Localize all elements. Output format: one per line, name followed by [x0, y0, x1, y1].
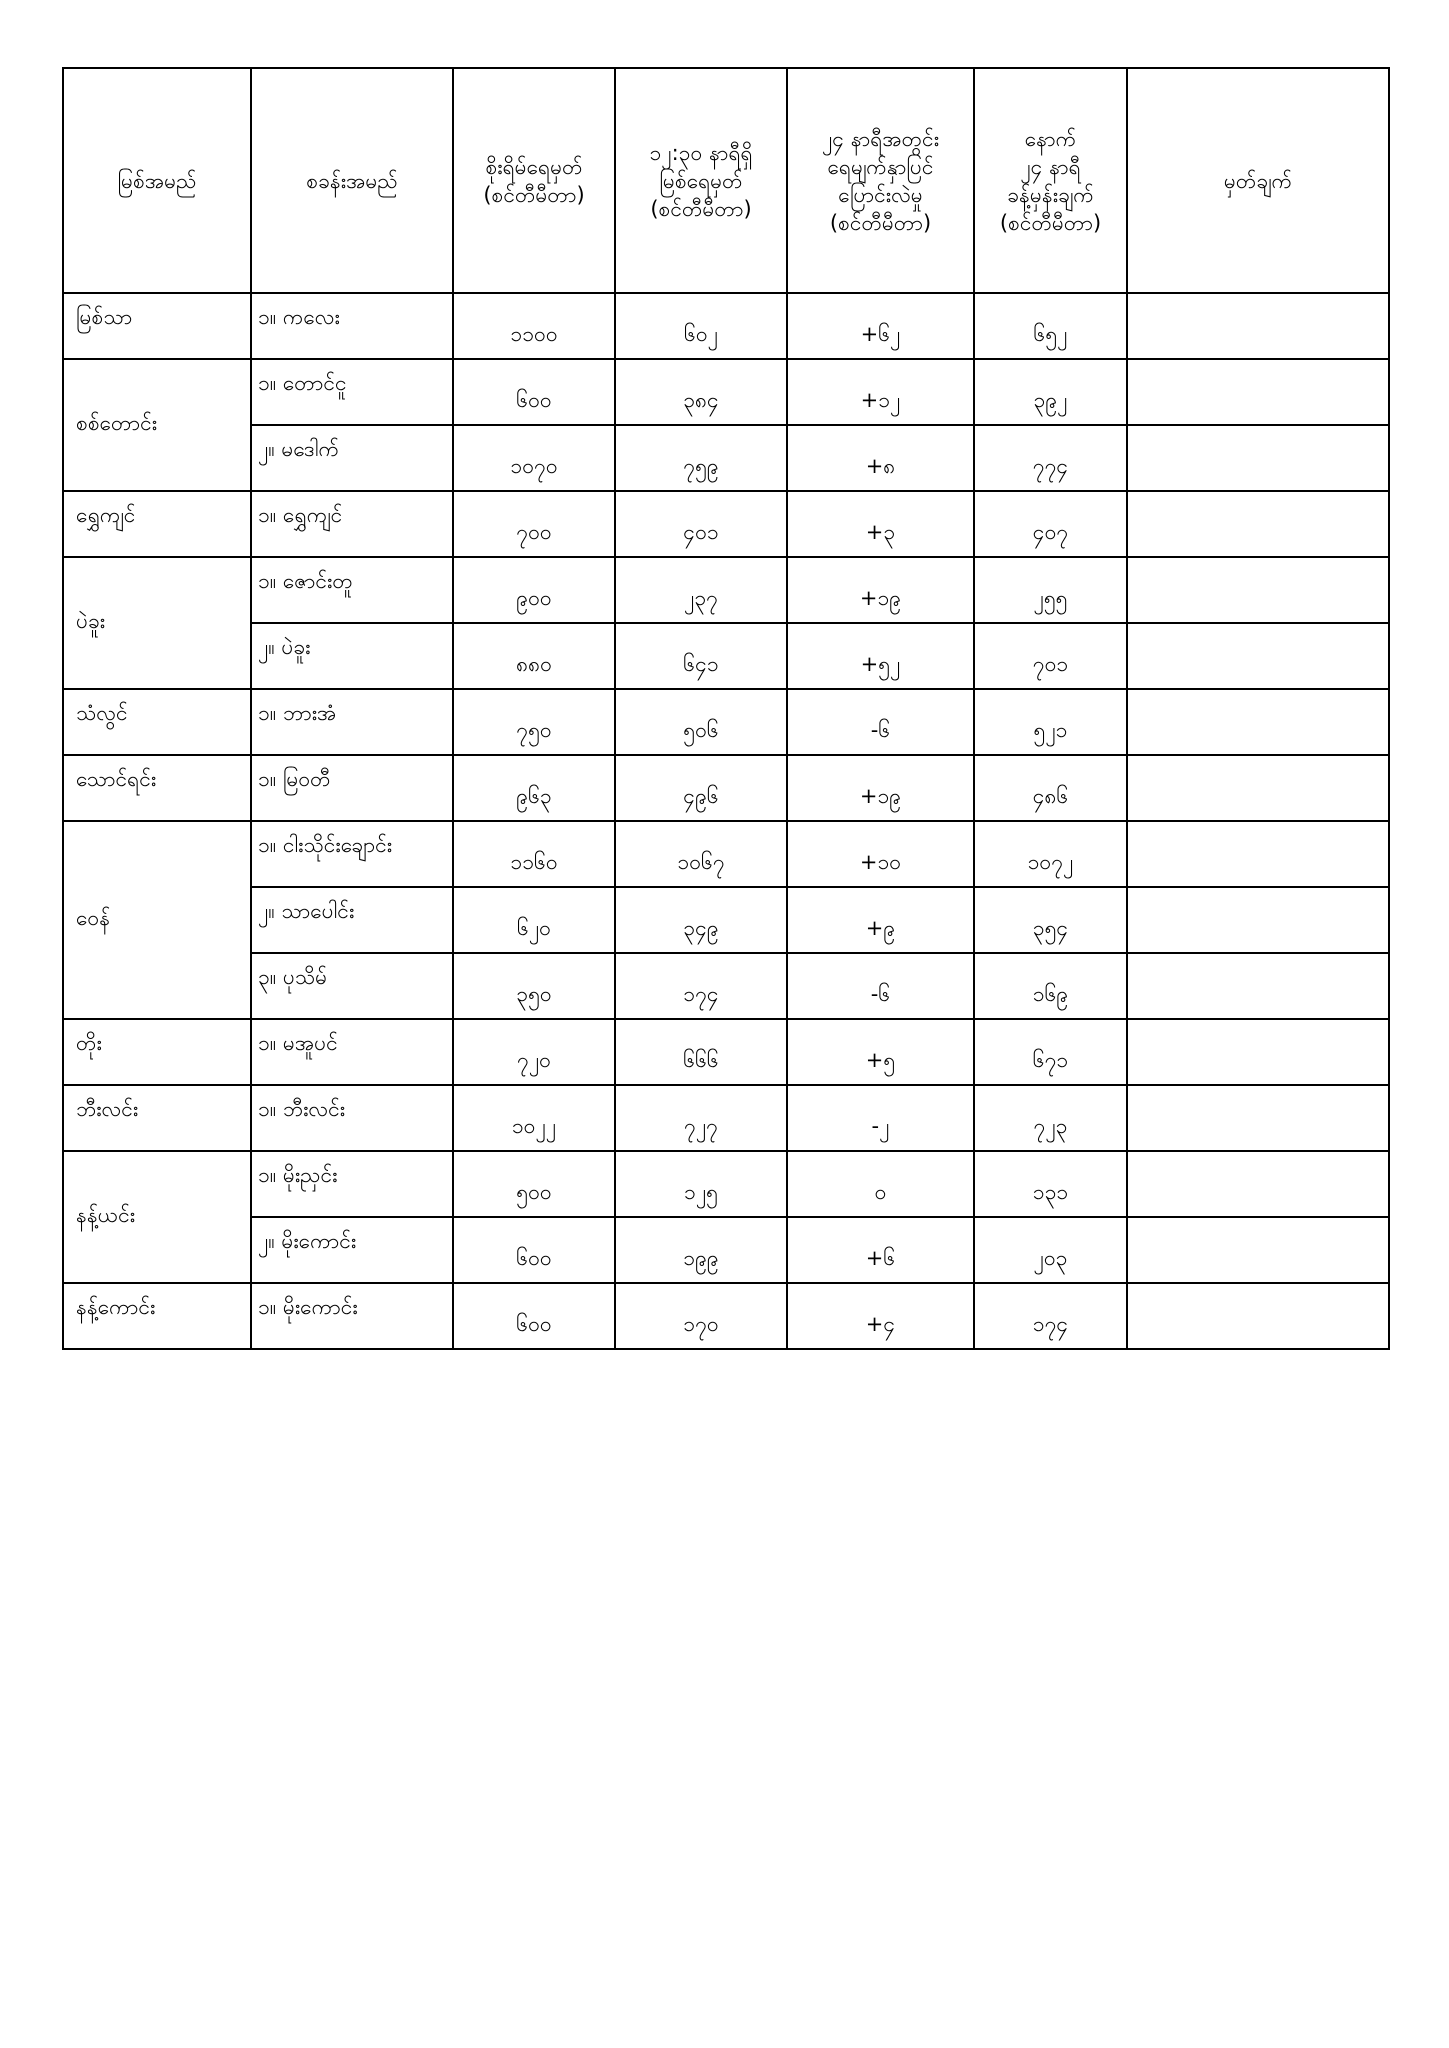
remarks-cell	[1127, 623, 1389, 689]
danger-level-cell: ၁၁၀၀	[453, 293, 615, 359]
remarks-cell	[1127, 1151, 1389, 1217]
remarks-cell	[1127, 491, 1389, 557]
forecast-24h-cell: ၇၇၄	[974, 425, 1127, 491]
remarks-cell	[1127, 1283, 1389, 1349]
header-station	[251, 68, 453, 293]
station-cell: ၂။ ပဲခူး	[251, 623, 453, 689]
danger-level-cell: ၆၂၀	[453, 887, 615, 953]
station-cell: ၁။ ဘီးလင်း	[251, 1085, 453, 1151]
river-name-cell: ပဲခူး	[63, 557, 251, 689]
forecast-24h-cell: ၇၂၃	[974, 1085, 1127, 1151]
table-row	[63, 359, 1389, 425]
station-cell: ၁။ ကလေး	[251, 293, 453, 359]
table-row	[63, 1085, 1389, 1151]
danger-level-cell: ၆၀၀	[453, 1283, 615, 1349]
water-level-cell: ၆၀၂	[615, 293, 787, 359]
table-row	[63, 1151, 1389, 1217]
river-name-cell: စစ်တောင်း	[63, 359, 251, 491]
forecast-24h-cell: ၂၅၅	[974, 557, 1127, 623]
change-24h-cell: -၆	[787, 953, 974, 1019]
change-24h-cell: +၁၀	[787, 821, 974, 887]
river-name-cell: ဘီးလင်း	[63, 1085, 251, 1151]
table-row	[63, 887, 1389, 953]
header-change-line: ရေမျက်နှာပြင်	[827, 154, 934, 179]
river-name-cell: သံလွင်	[63, 689, 251, 755]
header-water-line: ၁၂:၃၀ နာရီရှိ	[649, 140, 753, 165]
forecast-24h-cell: ၆၅၂	[974, 293, 1127, 359]
station-cell: ၂။ မဒေါက်	[251, 425, 453, 491]
table-row	[63, 293, 1389, 359]
header-river-text: မြစ်အမည်	[117, 168, 197, 193]
table-row	[63, 821, 1389, 887]
change-24h-cell: +၄	[787, 1283, 974, 1349]
forecast-24h-cell: ၆၇၁	[974, 1019, 1127, 1085]
remarks-cell	[1127, 689, 1389, 755]
table-row	[63, 491, 1389, 557]
change-24h-cell: +၁၉	[787, 755, 974, 821]
change-24h-cell: +၈	[787, 425, 974, 491]
remarks-cell	[1127, 425, 1389, 491]
river-name-cell: မြစ်သာ	[63, 293, 251, 359]
header-forecast-line: နောက်	[1024, 126, 1077, 151]
danger-level-cell: ၉၀၀	[453, 557, 615, 623]
header-change-line: ၂၄ နာရီအတွင်း	[821, 126, 940, 151]
forecast-24h-cell: ၁၆၉	[974, 953, 1127, 1019]
danger-level-cell: ၁၀၂၂	[453, 1085, 615, 1151]
river-water-level-table	[62, 67, 1390, 1350]
forecast-24h-cell: ၃၉၂	[974, 359, 1127, 425]
header-forecast-line: ခန့်မှန်းချက်	[1007, 182, 1094, 207]
forecast-24h-cell: ၁၀၇၂	[974, 821, 1127, 887]
change-24h-cell: +၅၂	[787, 623, 974, 689]
station-cell: ၁။ ဘားအံ	[251, 689, 453, 755]
danger-level-cell: ၃၅၀	[453, 953, 615, 1019]
header-change-line: ပြောင်းလဲမှု	[838, 182, 923, 207]
change-24h-cell: +၃	[787, 491, 974, 557]
remarks-cell	[1127, 1085, 1389, 1151]
header-danger-level	[453, 68, 615, 293]
change-24h-cell: +၉	[787, 887, 974, 953]
header-row	[63, 68, 1389, 293]
river-name-cell: တိုး	[63, 1019, 251, 1085]
station-cell: ၁။ ဇောင်းတူ	[251, 557, 453, 623]
water-level-cell: ၃၄၉	[615, 887, 787, 953]
change-24h-cell: +၅	[787, 1019, 974, 1085]
change-24h-cell: +၆	[787, 1217, 974, 1283]
table-header	[63, 68, 1389, 293]
table-row	[63, 623, 1389, 689]
header-river	[63, 68, 251, 293]
remarks-cell	[1127, 821, 1389, 887]
forecast-24h-cell: ၁၇၄	[974, 1283, 1127, 1349]
water-level-cell: ၁၇၀	[615, 1283, 787, 1349]
table-row	[63, 953, 1389, 1019]
remarks-cell	[1127, 1217, 1389, 1283]
station-cell: ၁။ မအူပင်	[251, 1019, 453, 1085]
station-cell: ၁။ မိုးညှင်း	[251, 1151, 453, 1217]
danger-level-cell: ၇၅၀	[453, 689, 615, 755]
table-row	[63, 1283, 1389, 1349]
water-level-cell: ၃၈၄	[615, 359, 787, 425]
river-name-cell: နန့်ကောင်း	[63, 1283, 251, 1349]
forecast-24h-cell: ၁၃၁	[974, 1151, 1127, 1217]
danger-level-cell: ၁၁၆၀	[453, 821, 615, 887]
danger-level-cell: ၆၀၀	[453, 359, 615, 425]
remarks-cell	[1127, 953, 1389, 1019]
header-water-line: (စင်တီမီတာ)	[650, 196, 752, 221]
header-water-level	[615, 68, 787, 293]
change-24h-cell: ၀	[787, 1151, 974, 1217]
station-cell: ၁။ ရွှေကျင်	[251, 491, 453, 557]
danger-level-cell: ၇၂၀	[453, 1019, 615, 1085]
change-24h-cell: -၂	[787, 1085, 974, 1151]
header-forecast-line: ၂၄ နာရီ	[1020, 154, 1081, 179]
header-danger-line: စိုးရိမ်ရေမှတ်	[485, 154, 583, 179]
forecast-24h-cell: ၇၀၁	[974, 623, 1127, 689]
change-24h-cell: +၁၉	[787, 557, 974, 623]
change-24h-cell: -၆	[787, 689, 974, 755]
river-name-cell: ရွှေကျင်	[63, 491, 251, 557]
station-cell: ၁။ မြဝတီ	[251, 755, 453, 821]
forecast-24h-cell: ၂၀၃	[974, 1217, 1127, 1283]
water-level-cell: ၇၂၇	[615, 1085, 787, 1151]
station-cell: ၁။ ငါးသိုင်းချောင်း	[251, 821, 453, 887]
danger-level-cell: ၇၀၀	[453, 491, 615, 557]
table-row	[63, 1019, 1389, 1085]
water-level-cell: ၅၀၆	[615, 689, 787, 755]
water-level-cell: ၁၀၆၇	[615, 821, 787, 887]
forecast-24h-cell: ၄၈၆	[974, 755, 1127, 821]
danger-level-cell: ၈၈၀	[453, 623, 615, 689]
danger-level-cell: ၉၆၃	[453, 755, 615, 821]
change-24h-cell: +၆၂	[787, 293, 974, 359]
remarks-cell	[1127, 755, 1389, 821]
header-remarks-text: မှတ်ချက်	[1223, 168, 1293, 193]
river-name-cell: ဝေန်	[63, 821, 251, 1019]
forecast-24h-cell: ၄၀၇	[974, 491, 1127, 557]
table-body	[63, 293, 1389, 1349]
remarks-cell	[1127, 293, 1389, 359]
river-name-cell: သောင်ရင်း	[63, 755, 251, 821]
header-forecast-24h	[974, 68, 1127, 293]
remarks-cell	[1127, 1019, 1389, 1085]
header-station-text: စခန်းအမည်	[306, 168, 398, 193]
header-change-line: (စင်တီမီတာ)	[829, 210, 932, 235]
table-row	[63, 557, 1389, 623]
river-name-cell: နန့်ယင်း	[63, 1151, 251, 1283]
station-cell: ၁။ မိုးကောင်း	[251, 1283, 453, 1349]
header-change-24h	[787, 68, 974, 293]
water-level-cell: ၁၂၅	[615, 1151, 787, 1217]
station-cell: ၂။ သာပေါင်း	[251, 887, 453, 953]
remarks-cell	[1127, 557, 1389, 623]
header-water-line: မြစ်ရေမှတ်	[659, 168, 743, 193]
remarks-cell	[1127, 887, 1389, 953]
station-cell: ၂။ မိုးကောင်း	[251, 1217, 453, 1283]
water-level-cell: ၁၇၄	[615, 953, 787, 1019]
header-remarks	[1127, 68, 1389, 293]
change-24h-cell: +၁၂	[787, 359, 974, 425]
water-level-cell: ၆၆၆	[615, 1019, 787, 1085]
water-level-cell: ၄၀၁	[615, 491, 787, 557]
water-level-cell: ၁၉၉	[615, 1217, 787, 1283]
table-row	[63, 755, 1389, 821]
water-level-cell: ၂၃၇	[615, 557, 787, 623]
header-danger-line: (စင်တီမီတာ)	[483, 182, 585, 207]
water-level-cell: ၆၄၁	[615, 623, 787, 689]
table-row	[63, 689, 1389, 755]
header-forecast-line: (စင်တီမီတာ)	[999, 210, 1102, 235]
table-row	[63, 425, 1389, 491]
water-level-cell: ၇၅၉	[615, 425, 787, 491]
danger-level-cell: ၆၀၀	[453, 1217, 615, 1283]
forecast-24h-cell: ၅၂၁	[974, 689, 1127, 755]
water-level-cell: ၄၉၆	[615, 755, 787, 821]
danger-level-cell: ၅၀၀	[453, 1151, 615, 1217]
station-cell: ၁။ တောင်ငူ	[251, 359, 453, 425]
table-row	[63, 1217, 1389, 1283]
remarks-cell	[1127, 359, 1389, 425]
danger-level-cell: ၁၀၇၀	[453, 425, 615, 491]
station-cell: ၃။ ပုသိမ်	[251, 953, 453, 1019]
forecast-24h-cell: ၃၅၄	[974, 887, 1127, 953]
